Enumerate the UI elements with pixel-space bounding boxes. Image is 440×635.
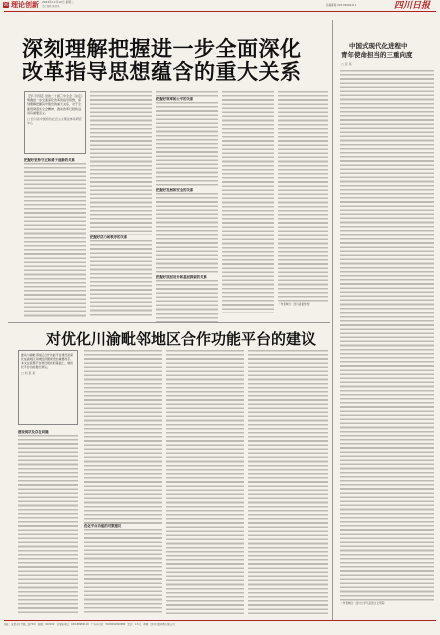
editor-credit: 责任编辑 陈某某 bbox=[42, 5, 60, 8]
article-intro-box bbox=[24, 91, 86, 154]
article-2-column-3 bbox=[166, 350, 244, 615]
page-number-badge: 06 bbox=[3, 2, 9, 7]
section-heading: 把握好发展和安全的关系 bbox=[156, 188, 194, 192]
article-title-line-1: 深刻理解把握进一步全面深化 bbox=[22, 37, 302, 61]
article-intro-text: 【学习导读】党的二十届三中全会《决定》明确进一步全面深化改革的指导思想，深刻理解把握其中蕴含的重大关系，对于全面贯彻落实全会精神、推动改革行稳致远具有重要意义。 bbox=[27, 94, 83, 115]
page-footer: 地址：成都市红星路二段70号 邮编：610012 总编室电话：028-86969110 广告许可证：5100004000084 定价：1.5元 印刷：四川日报印务有限公司 bbox=[4, 620, 436, 632]
body-text-block bbox=[340, 70, 434, 602]
article-column-5 bbox=[278, 91, 328, 307]
section-heading: 把握好顶层设计和基层探索的关系 bbox=[156, 275, 207, 279]
article-2-intro-text: 推动川渝毗邻地区合作功能平台建设是深化成渝地区双城经济圈建设的重要抓手。本文在梳理平台建设现状的基础上，就优化平台功能提出建议。 bbox=[21, 353, 74, 369]
body-text-block bbox=[24, 163, 86, 318]
newspaper-logo: 四川日报 bbox=[394, 1, 431, 11]
sidebar-author: □ 张 某 bbox=[341, 62, 352, 66]
article-column-3 bbox=[156, 91, 218, 322]
body-text-block bbox=[222, 91, 274, 313]
section-heading: 建设现状及存在问题 bbox=[18, 430, 49, 434]
body-text-block bbox=[90, 240, 152, 318]
article-column-1 bbox=[24, 158, 86, 318]
column-divider bbox=[332, 20, 333, 620]
body-text-block bbox=[90, 91, 152, 235]
body-text-block bbox=[248, 350, 328, 615]
body-text-block bbox=[156, 280, 218, 322]
masthead-rule bbox=[4, 11, 436, 12]
body-text-block bbox=[84, 350, 162, 524]
section-title: 理论创新 bbox=[11, 1, 39, 9]
article-intro-author: □ 四川省中国特色社会主义理论体系研究中心 bbox=[27, 117, 82, 126]
article-title-line-2: 改革指导思想蕴含的重大关系 bbox=[22, 60, 302, 84]
article-column-2 bbox=[90, 91, 152, 318]
sidebar-title-line-2: 青年使命担当的三重向度 bbox=[341, 51, 413, 59]
section-heading: 优化平台功能的对策建议 bbox=[84, 524, 122, 528]
section-heading: 把握好坚持守正和勇于创新的关系 bbox=[24, 158, 75, 162]
issue-date: 2024年12月10日 星期二 bbox=[42, 0, 74, 4]
article-2-title: 对优化川渝毗邻地区合作功能平台的建议 bbox=[46, 330, 317, 348]
sidebar-body bbox=[340, 70, 434, 606]
article-2-column-1 bbox=[18, 430, 78, 615]
body-text-block bbox=[156, 193, 218, 275]
contact-info: 投稿邮箱 028-86969211 bbox=[326, 4, 357, 7]
article-2-author: □ 刘 某 某 bbox=[21, 371, 36, 375]
sidebar-author-affiliation: （作者单位：四川大学马克思主义学院） bbox=[340, 602, 387, 605]
author-affiliation: （作者单位：四川省委党校） bbox=[278, 303, 312, 306]
sidebar-title-line-1: 中国式现代化进程中 bbox=[349, 42, 408, 50]
section-divider bbox=[8, 322, 330, 323]
article-2-column-2 bbox=[84, 350, 162, 615]
article-column-4 bbox=[222, 91, 274, 313]
section-heading: 把握好活力和秩序的关系 bbox=[90, 235, 128, 239]
body-text-block bbox=[156, 102, 218, 188]
body-text-block bbox=[166, 350, 244, 615]
masthead bbox=[0, 0, 440, 16]
article-2-intro-box bbox=[18, 350, 78, 425]
article-2-column-4 bbox=[248, 350, 328, 615]
body-text-block bbox=[18, 435, 78, 615]
body-text-block bbox=[84, 529, 162, 615]
section-heading: 把握好效率和公平的关系 bbox=[156, 97, 194, 101]
body-text-block bbox=[278, 91, 328, 303]
